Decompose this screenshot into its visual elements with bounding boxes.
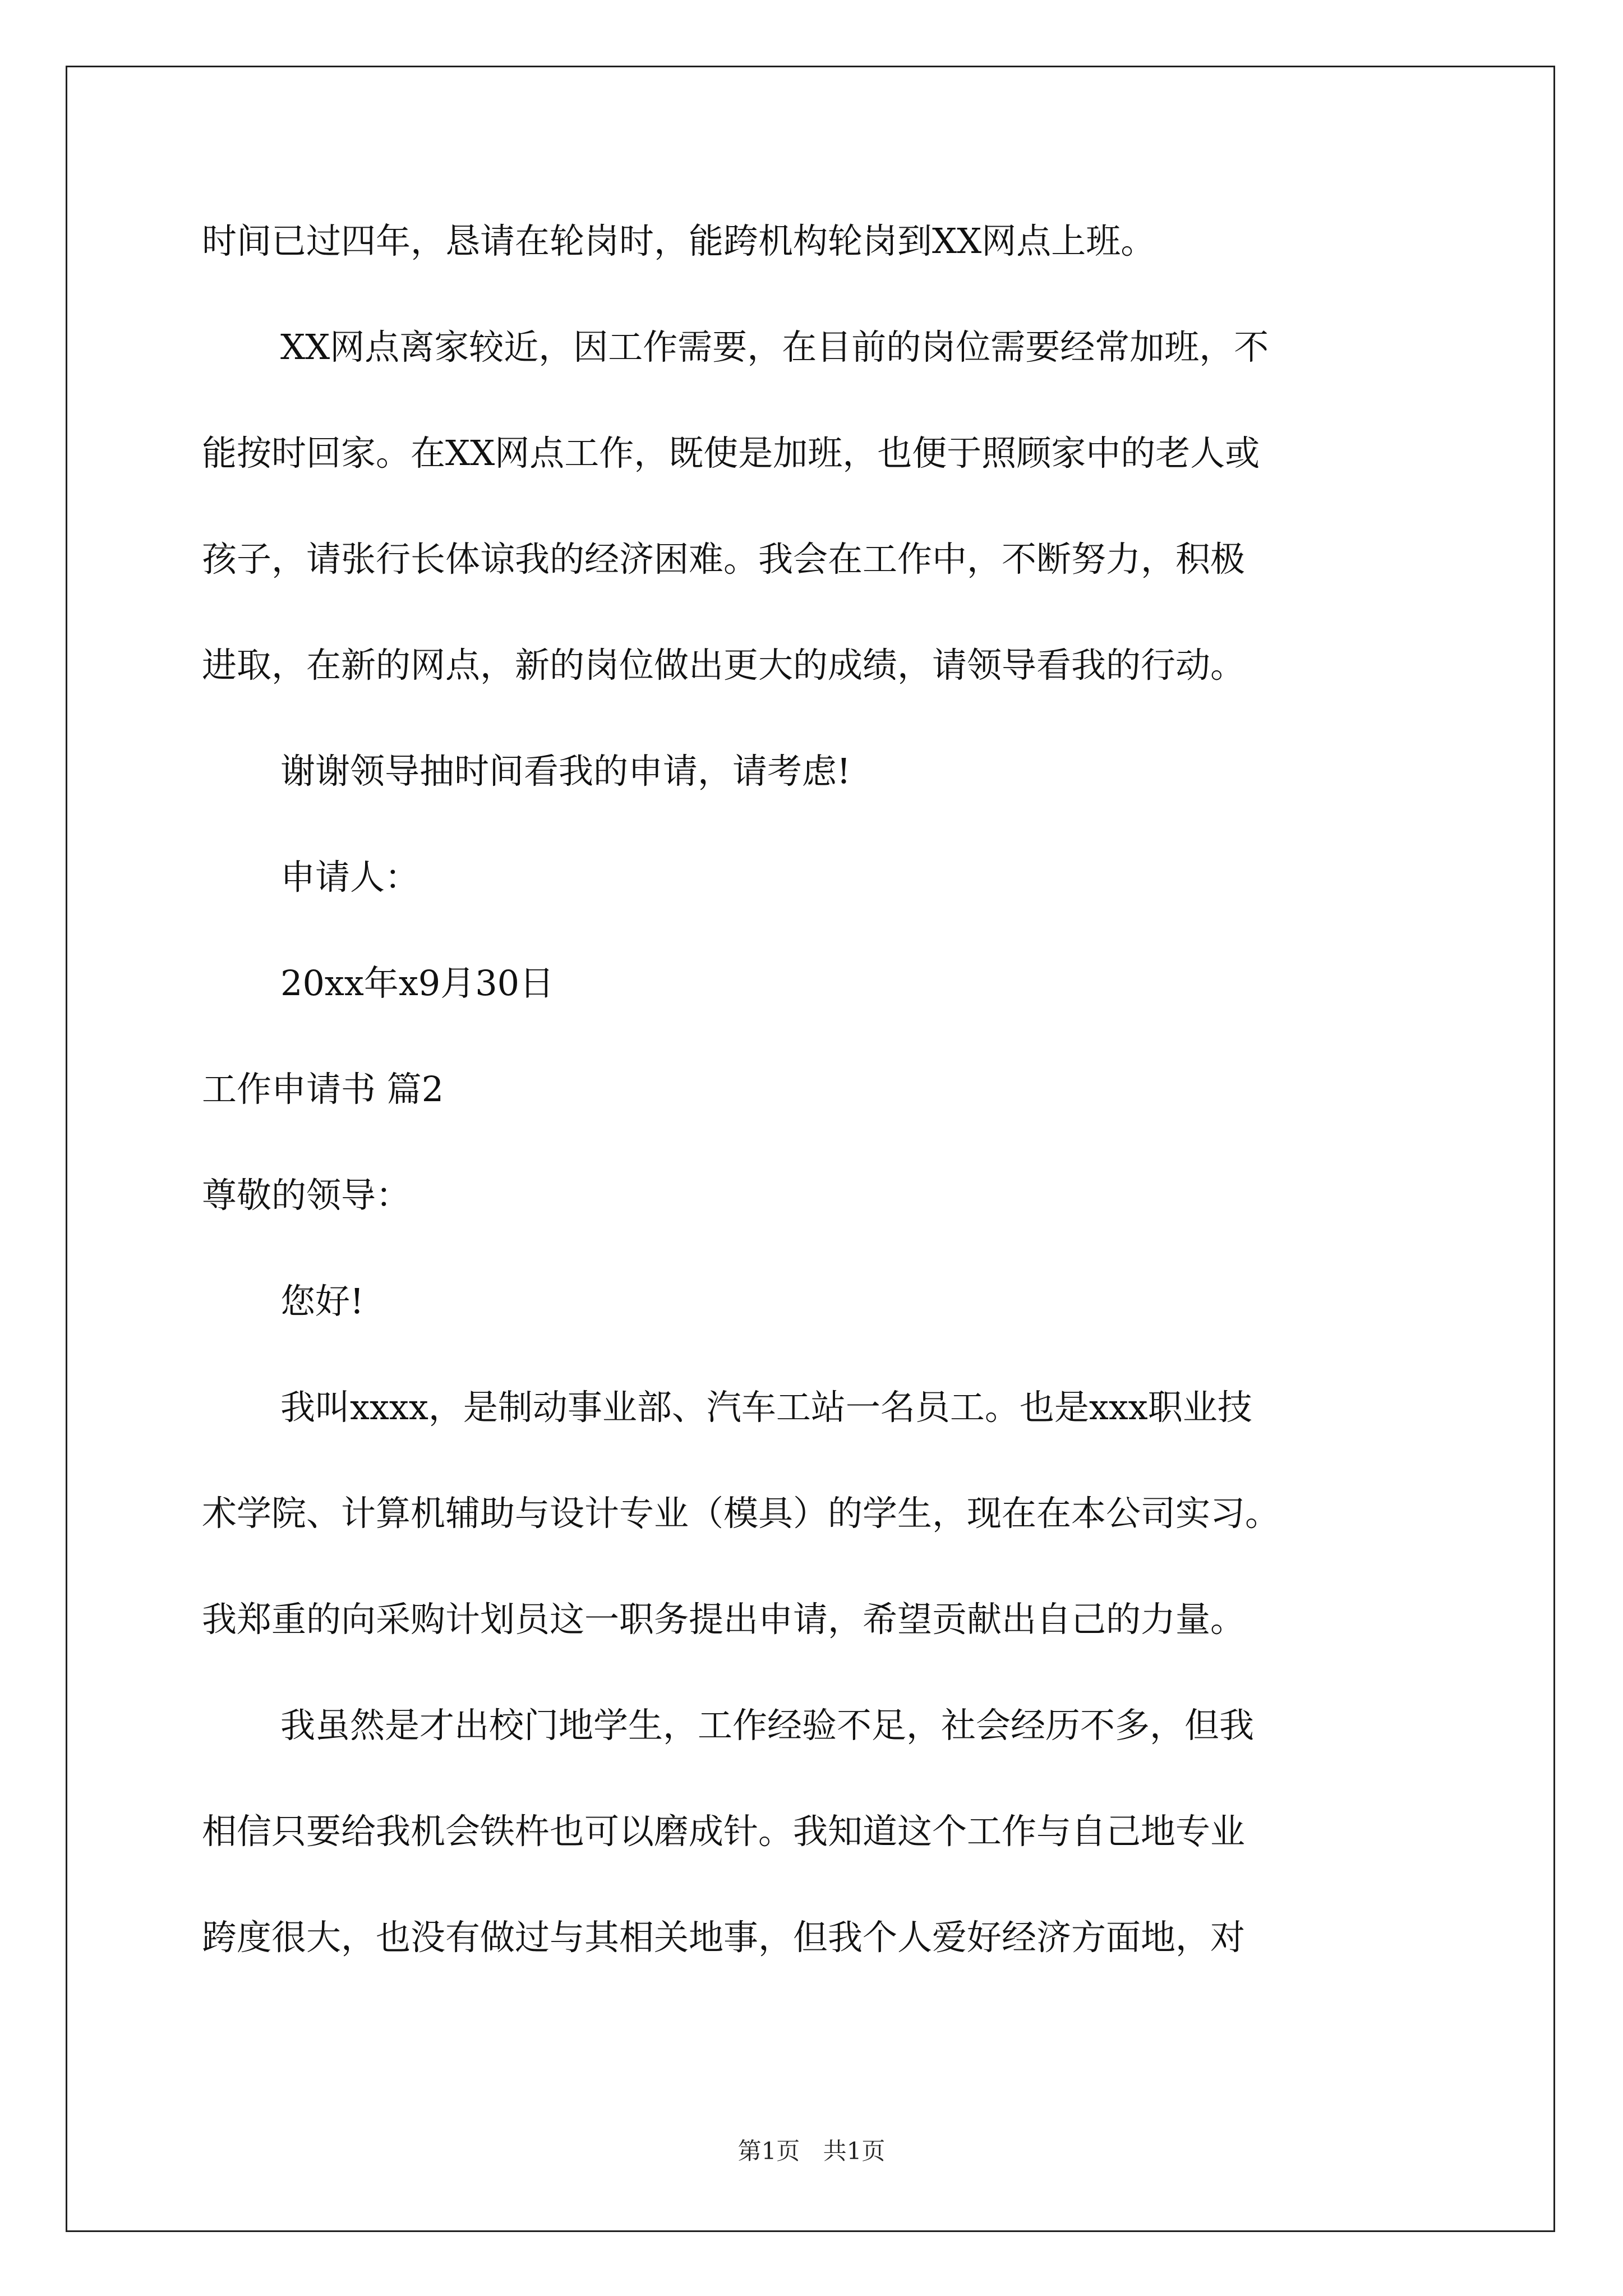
body-line-16: 相信只要给我机会铁杵也可以磨成针。我知道这个工作与自己地专业 — [202, 1811, 1246, 1852]
body-line-2: XX网点离家较近，因工作需要，在目前的岗位需要经常加班，不 — [280, 326, 1269, 367]
body-line-15: 我虽然是才出校门地学生，工作经验不足，社会经历不多，但我 — [280, 1705, 1255, 1746]
page-footer — [0, 2134, 1623, 2168]
page-number-current: 第1页 — [737, 2137, 800, 2165]
body-line-17: 跨度很大，也没有做过与其相关地事，但我个人爱好经济方面地，对 — [202, 1917, 1246, 1958]
date-line: 20xx年x9月30日 — [280, 963, 555, 1004]
section-heading: 工作申请书 篇2 — [202, 1069, 444, 1110]
page-number-total: 共1页 — [823, 2137, 886, 2165]
body-line-1: 时间已过四年，恳请在轮岗时，能跨机构轮岗到XX网点上班。 — [202, 220, 1156, 261]
body-line-12: 我叫xxxx，是制动事业部、汽车工站一名员工。也是xxx职业技 — [280, 1387, 1252, 1428]
body-line-13: 术学院、计算机辅助与设计专业（模具）的学生，现在在本公司实习。 — [202, 1493, 1280, 1534]
document-body — [202, 213, 1436, 2016]
greeting: 您好! — [280, 1281, 364, 1322]
body-line-5: 进取，在新的网点，新的岗位做出更大的成绩，请领导看我的行动。 — [202, 645, 1246, 685]
body-line-6: 谢谢领导抽时间看我的申请，请考虑! — [280, 751, 851, 792]
body-line-14: 我郑重的向采购计划员这一职务提出申请，希望贡献出自己的力量。 — [202, 1599, 1246, 1640]
body-line-4: 孩子，请张行长体谅我的经济困难。我会在工作中，不断努力，积极 — [202, 539, 1246, 579]
signature-label: 申请人： — [280, 857, 420, 898]
salutation: 尊敬的领导： — [202, 1175, 411, 1216]
body-line-3: 能按时回家。在XX网点工作，既使是加班，也便于照顾家中的老人或 — [202, 432, 1260, 473]
